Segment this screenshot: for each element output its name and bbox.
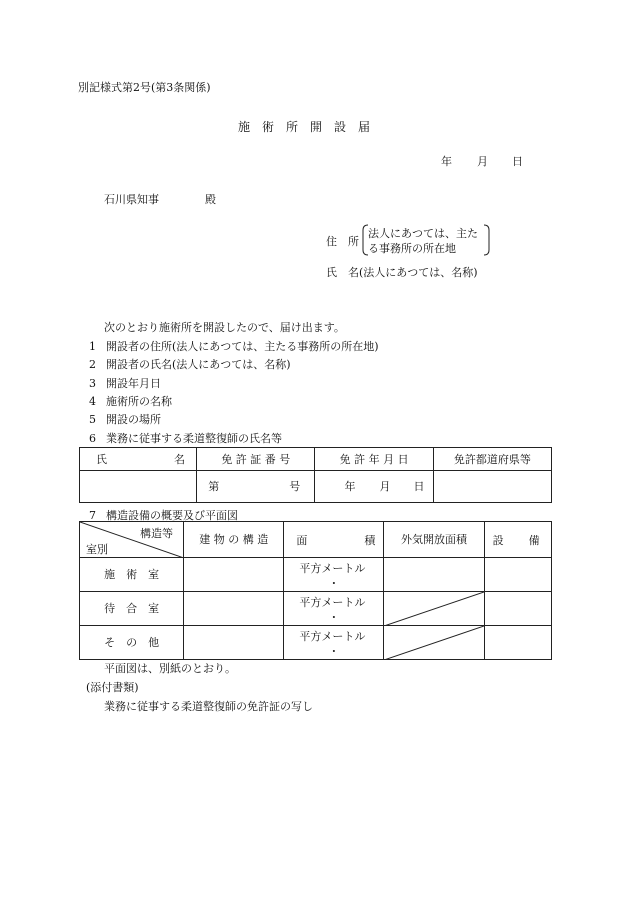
facility-table-header [80, 522, 552, 558]
license-dai: 第 [208, 480, 220, 493]
room-name: 施 術 室 [80, 558, 184, 592]
area-dot: ・ [328, 577, 340, 590]
room-name: 待 合 室 [80, 592, 184, 626]
addressee-honorific: 殿 [205, 193, 216, 206]
area-unit: 平方メートル [299, 562, 366, 575]
intro-text: 次のとおり施術所を開設したので、届け出ます。 [104, 321, 345, 334]
header-license-date: 免 許 年 月 日 [315, 448, 433, 471]
area-unit: 平方メートル [299, 596, 366, 609]
item-text: 業務に従事する柔道整復師の氏名等 [106, 432, 282, 445]
area-dot: ・ [328, 645, 340, 658]
name-label: 氏 名(法人にあつては、名称) [326, 266, 478, 279]
header-equipment-cell [484, 522, 551, 558]
header-license-no: 免 許 証 番 号 [197, 448, 315, 471]
practitioner-table [79, 447, 552, 503]
item-number: 4 [89, 395, 96, 408]
document-title: 施 術 所 開 設 届 [238, 120, 371, 134]
license-no-cell [197, 471, 315, 503]
prefecture-cell [433, 471, 551, 503]
open-air-cell-struck [384, 592, 484, 626]
header-name-b: 名 [174, 453, 185, 466]
item-number: 5 [89, 413, 96, 426]
address-note-bracket [362, 224, 490, 256]
open-air-cell-struck [384, 626, 484, 660]
room-name: そ の 他 [80, 626, 184, 660]
item-number: 6 [89, 432, 96, 445]
plan-note: 平面図は、別紙のとおり。 [104, 662, 236, 675]
addressee-name: 石川県知事 [104, 193, 159, 206]
area-cell [284, 626, 384, 660]
strike-diagonal [384, 592, 484, 626]
license-month: 月 [379, 480, 391, 493]
building-cell [184, 558, 284, 592]
practitioner-name-cell [80, 471, 197, 503]
facility-row [80, 558, 552, 592]
header-name-a: 氏 [96, 453, 107, 466]
corner-top-label: 構造等 [140, 527, 173, 540]
item-text: 施術所の名称 [106, 395, 172, 408]
header-prefecture: 免許都道府県等 [433, 448, 551, 471]
facility-row [80, 626, 552, 660]
item-number: 1 [89, 340, 96, 353]
area-unit: 平方メートル [299, 630, 366, 643]
equipment-cell [484, 626, 551, 660]
date-month-label: 月 [477, 155, 488, 168]
item-text: 開設者の住所(法人にあつては、主たる事務所の所在地) [106, 340, 379, 353]
date-year-label: 年 [441, 155, 452, 168]
header-open-air: 外気開放面積 [384, 522, 484, 558]
address-label: 住 所 [326, 235, 359, 248]
item-text: 開設の場所 [106, 413, 161, 426]
item-text: 開設年月日 [106, 377, 161, 390]
header-building: 建 物 の 構 造 [184, 522, 284, 558]
area-cell [284, 558, 384, 592]
attachments-label: (添付書類) [86, 681, 139, 694]
strike-diagonal [384, 626, 484, 660]
license-day: 日 [413, 480, 425, 493]
practitioner-table-header [80, 448, 552, 471]
item-number: 7 [89, 509, 96, 522]
address-note-line1: 法人にあつては、主た [368, 227, 478, 240]
item-number: 2 [89, 358, 96, 371]
header-equipment-a: 設 [492, 534, 504, 547]
corner-bottom-label: 室別 [86, 543, 108, 556]
address-note-line2: る事務所の所在地 [368, 242, 456, 255]
header-area-b: 積 [364, 534, 376, 547]
header-area-a: 面 [296, 534, 308, 547]
open-air-cell [384, 558, 484, 592]
license-go: 号 [289, 480, 301, 493]
item-text: 構造設備の概要及び平面図 [106, 509, 238, 522]
area-dot: ・ [328, 611, 340, 624]
date-day-label: 日 [512, 155, 523, 168]
equipment-cell [484, 592, 551, 626]
equipment-cell [484, 558, 551, 592]
area-cell [284, 592, 384, 626]
form-number: 別記様式第2号(第3条関係) [78, 81, 211, 94]
item-number: 3 [89, 377, 96, 390]
building-cell [184, 592, 284, 626]
practitioner-table-row [80, 471, 552, 503]
header-area-cell [284, 522, 384, 558]
license-date-cell [315, 471, 433, 503]
license-year: 年 [344, 480, 356, 493]
header-corner-cell [80, 522, 184, 558]
building-cell [184, 626, 284, 660]
header-equipment-b: 備 [528, 534, 540, 547]
facility-table [79, 521, 552, 660]
facility-row [80, 592, 552, 626]
item-text: 開設者の氏名(法人にあつては、名称) [106, 358, 291, 371]
header-name-cell [80, 448, 197, 471]
attachments-item: 業務に従事する柔道整復師の免許証の写し [104, 700, 313, 713]
